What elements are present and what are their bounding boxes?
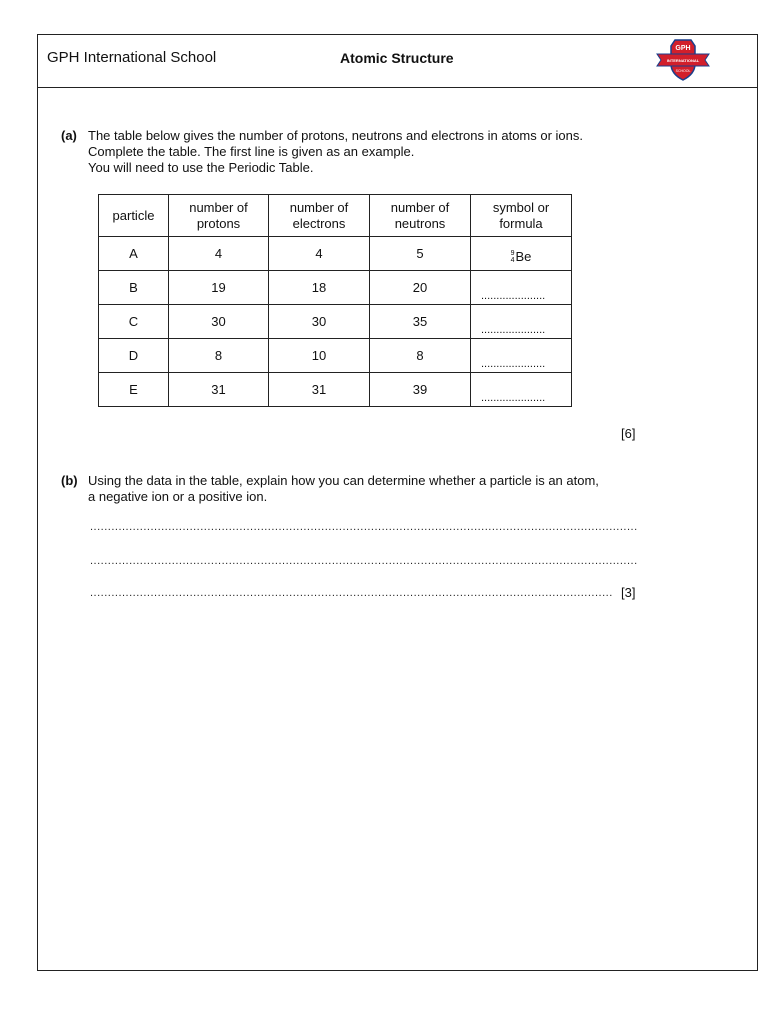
answer-line[interactable]: ................................................................................................................................................... — [90, 587, 613, 599]
table-row — [99, 305, 572, 339]
cell-symbol-answer[interactable] — [471, 271, 572, 305]
answer-line[interactable]: .......................................................................................................................................................... — [90, 521, 638, 533]
question-b-label: (b) — [61, 473, 78, 488]
cell-protons: 4 — [169, 237, 269, 271]
cell-neutrons: 35 — [370, 305, 471, 339]
element-symbol: Be — [515, 249, 532, 265]
cell-electrons: 31 — [269, 373, 370, 407]
cell-electrons: 30 — [269, 305, 370, 339]
cell-neutrons: 8 — [370, 339, 471, 373]
cell-protons: 8 — [169, 339, 269, 373]
question-b-marks: [3] — [621, 585, 636, 600]
table-row — [99, 271, 572, 305]
answer-blank: ..................... — [481, 324, 546, 336]
cell-symbol — [471, 237, 572, 271]
cell-symbol-answer[interactable] — [471, 373, 572, 407]
answer-blank: ..................... — [481, 290, 546, 302]
answer-blank: ..................... — [481, 358, 546, 370]
svg-text:SCHOOL: SCHOOL — [675, 69, 691, 73]
header-electrons: number of electrons — [269, 195, 370, 237]
table-row — [99, 339, 572, 373]
header-protons: number of protons — [169, 195, 269, 237]
cell-electrons: 10 — [269, 339, 370, 373]
answer-blank: ..................... — [481, 392, 546, 404]
cell-protons: 31 — [169, 373, 269, 407]
question-b-text — [88, 473, 648, 505]
table-row — [99, 237, 572, 271]
svg-text:GPH: GPH — [675, 45, 691, 52]
table-header-row — [99, 195, 572, 237]
mass-number: 9 — [510, 249, 515, 257]
cell-symbol-answer[interactable] — [471, 305, 572, 339]
cell-particle: D — [99, 339, 169, 373]
header-neutrons: number of neutrons — [370, 195, 471, 237]
cell-symbol-answer[interactable] — [471, 339, 572, 373]
school-logo-shield-icon — [655, 38, 711, 82]
cell-particle: B — [99, 271, 169, 305]
nuclide-symbol — [511, 249, 532, 264]
atomic-number: 4 — [510, 256, 515, 264]
cell-electrons: 4 — [269, 237, 370, 271]
answer-line[interactable]: .......................................................................................................................................................... — [90, 555, 638, 567]
school-name: GPH International School — [47, 49, 217, 66]
question-a-line: Complete the table. The first line is given as an example. — [88, 144, 415, 159]
question-b-line: Using the data in the table, explain how you can determine whether a particle is an atom, — [88, 473, 599, 488]
question-b-line: a negative ion or a positive ion. — [88, 489, 268, 504]
header-symbol: symbol or formula — [471, 195, 572, 237]
cell-particle: A — [99, 237, 169, 271]
cell-neutrons: 39 — [370, 373, 471, 407]
cell-neutrons: 20 — [370, 271, 471, 305]
header-divider — [37, 87, 758, 88]
question-a-line: You will need to use the Periodic Table. — [88, 160, 314, 175]
particle-table — [98, 194, 572, 407]
cell-protons: 30 — [169, 305, 269, 339]
question-a-marks: [6] — [621, 426, 636, 441]
cell-protons: 19 — [169, 271, 269, 305]
question-a-text — [88, 128, 648, 176]
cell-electrons: 18 — [269, 271, 370, 305]
question-a-line: The table below gives the number of protons, neutrons and electrons in atoms or ions. — [88, 128, 584, 143]
cell-particle: C — [99, 305, 169, 339]
cell-particle: E — [99, 373, 169, 407]
svg-text:INTERNATIONAL: INTERNATIONAL — [666, 58, 700, 63]
document-title: Atomic Structure — [340, 50, 454, 66]
table-row — [99, 373, 572, 407]
cell-neutrons: 5 — [370, 237, 471, 271]
question-a-label: (a) — [61, 128, 77, 143]
header-particle: particle — [99, 195, 169, 237]
